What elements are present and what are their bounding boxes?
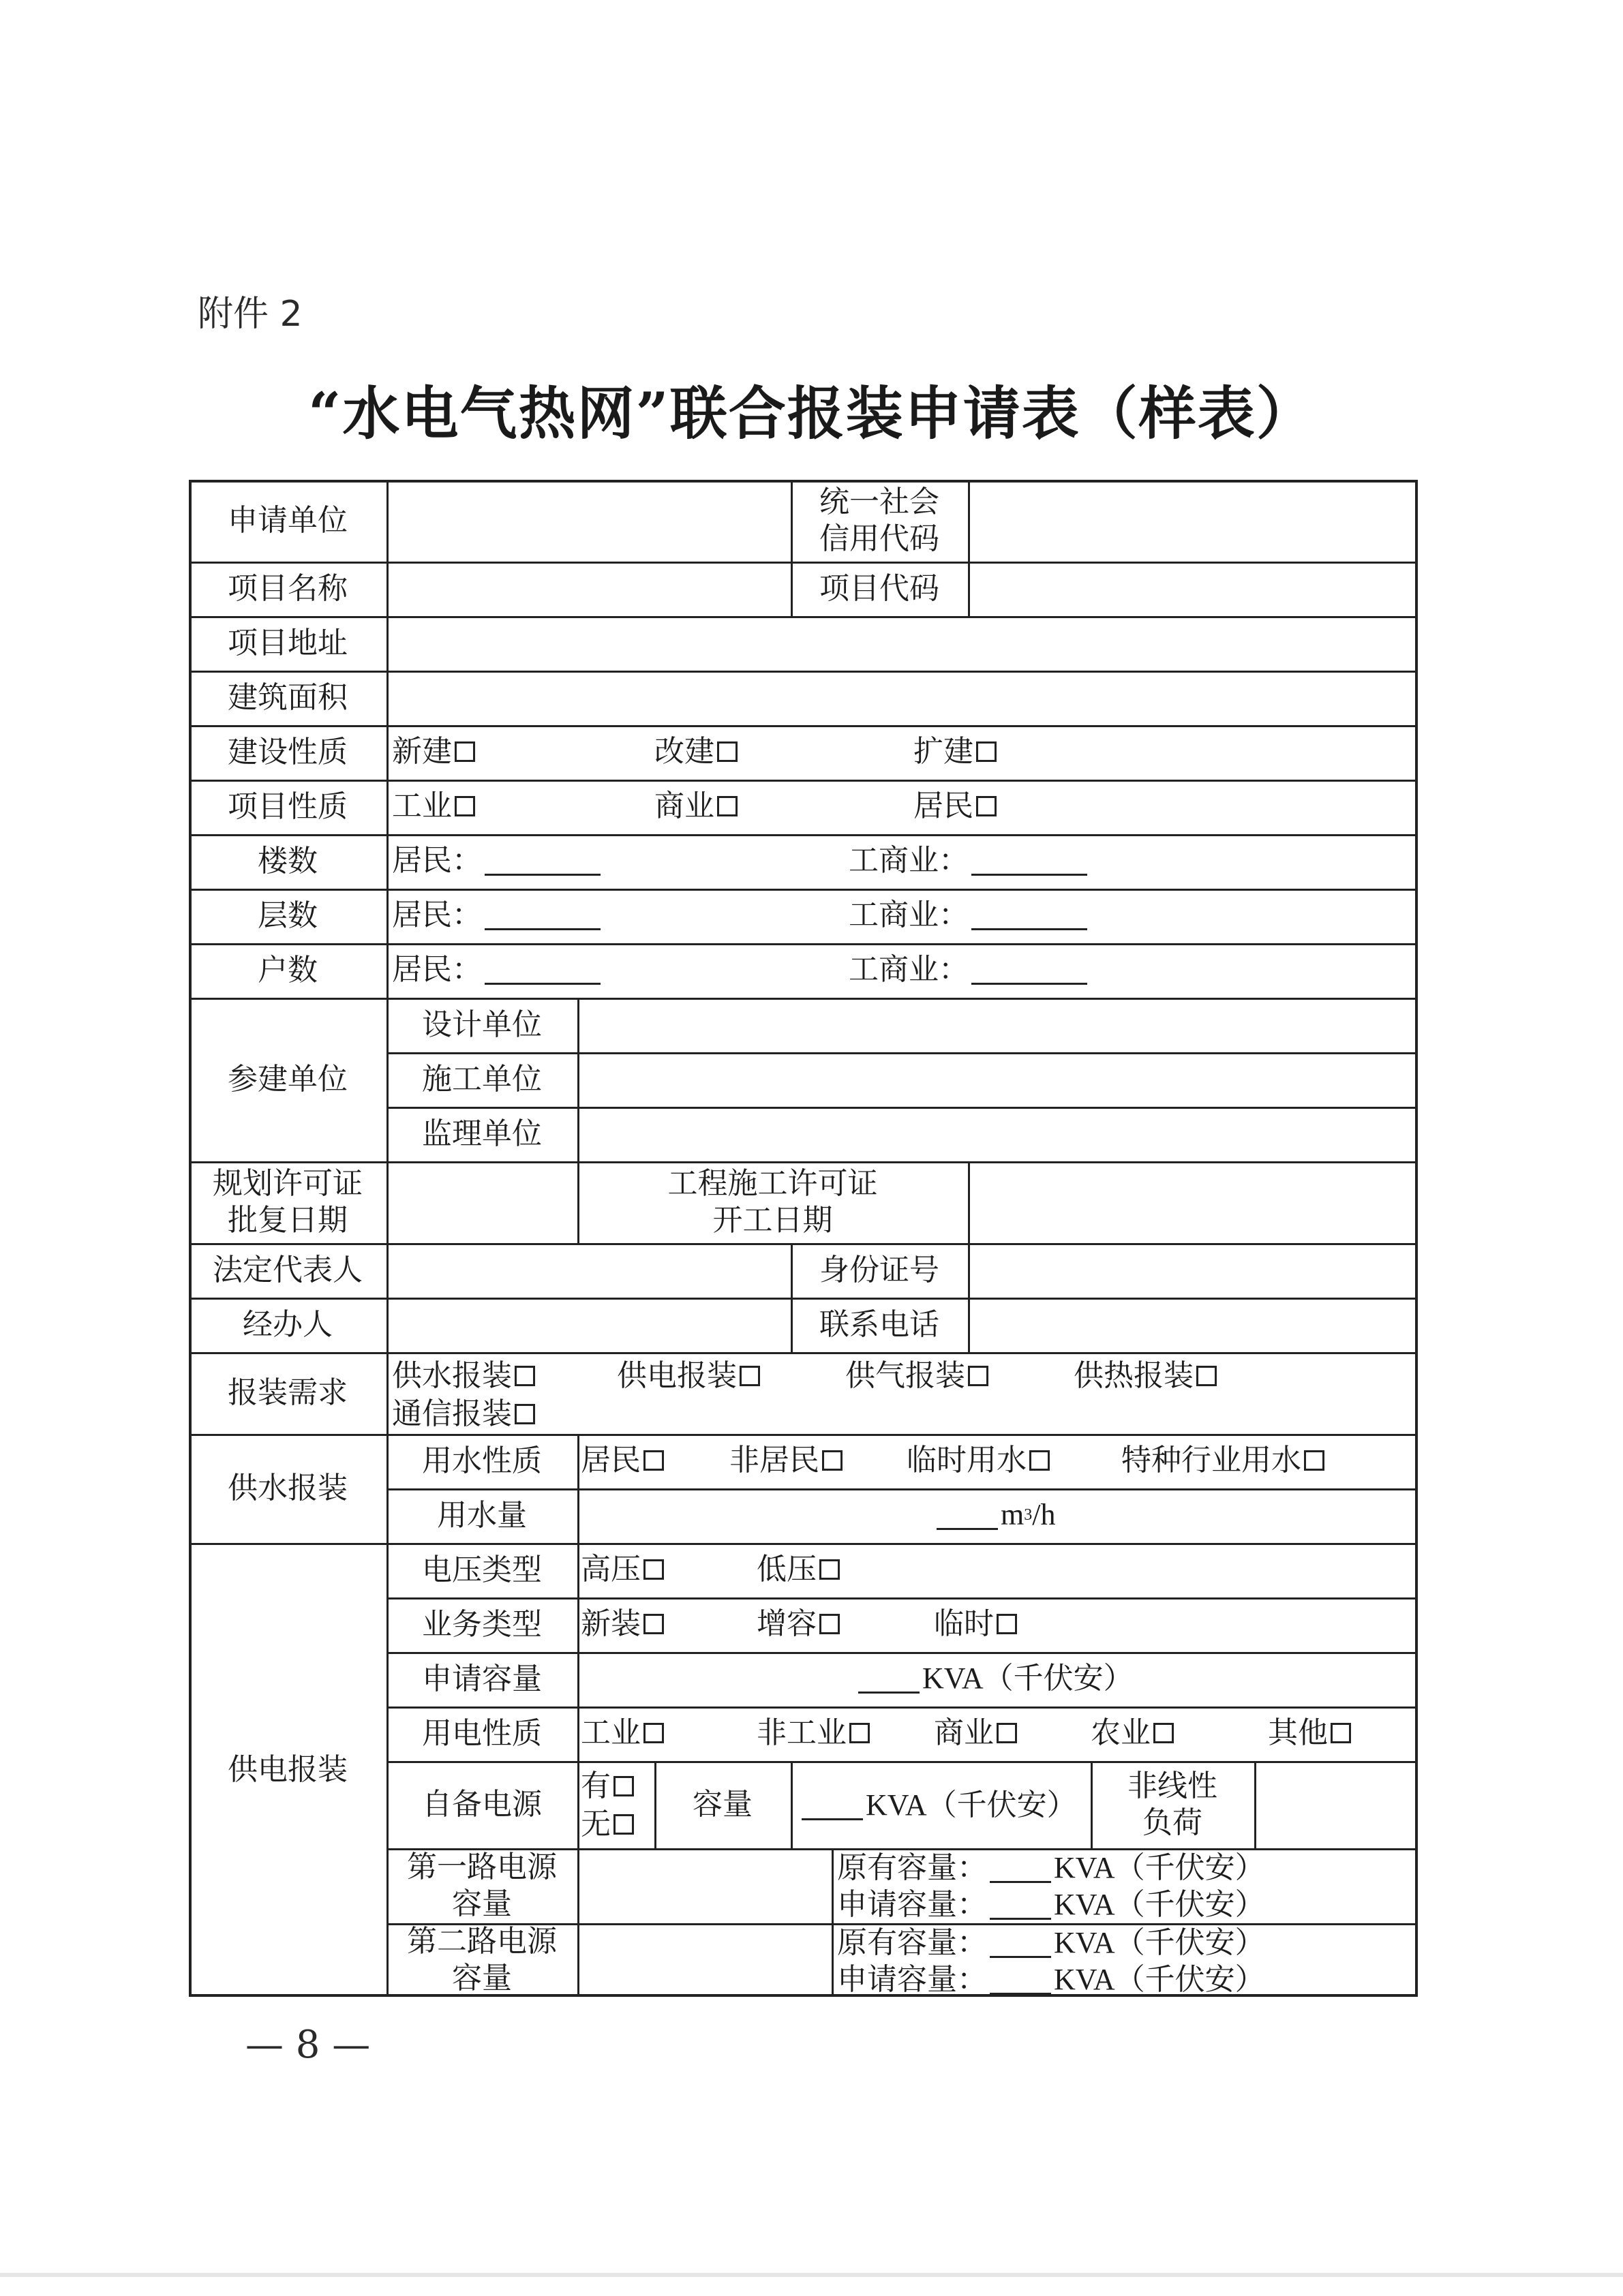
line2-original-capacity[interactable]: 原有容量： KVA（千伏安） (837, 1925, 1265, 1960)
label-planning-permit: 规划许可证 批复日期 (213, 1166, 363, 1238)
checkbox-power-commerce[interactable]: 商业 (934, 1715, 1017, 1751)
checkbox-self-power-no[interactable]: 无 (581, 1806, 634, 1843)
apply-capacity-field[interactable]: KVA（千伏安） (855, 1660, 1134, 1697)
supervision-unit-field[interactable] (577, 1107, 1418, 1161)
checkbox-rebuild[interactable]: 改建 (654, 733, 738, 770)
credit-code-field[interactable] (968, 480, 1418, 562)
checkbox-power-agriculture[interactable]: 农业 (1091, 1715, 1174, 1751)
checkbox-icon (822, 1450, 843, 1471)
label-design-unit: 设计单位 (422, 1007, 542, 1042)
line1-requested-capacity[interactable]: 申请容量： KVA（千伏安） (837, 1887, 1265, 1922)
checkbox-icon (997, 1723, 1017, 1743)
label-id-number: 身份证号 (819, 1253, 939, 1287)
line1-original-capacity[interactable]: 原有容量： KVA（千伏安） (837, 1850, 1265, 1885)
checkbox-water-demand[interactable]: 供水报装 (392, 1358, 535, 1394)
label-applicant: 申请单位 (228, 503, 348, 538)
checkbox-water-special[interactable]: 特种行业用水 (1121, 1442, 1324, 1479)
households-commercial[interactable]: 工商业： (849, 951, 1090, 988)
label-self-power: 自备电源 (422, 1787, 542, 1822)
label-handler: 经办人 (243, 1307, 333, 1342)
checkbox-gas-demand[interactable]: 供气报装 (845, 1358, 988, 1394)
label-supervision-unit: 监理单位 (422, 1116, 542, 1151)
label-project-nature: 项目性质 (228, 789, 348, 824)
label-legal-rep: 法定代表人 (213, 1253, 363, 1287)
design-unit-field[interactable] (577, 998, 1418, 1052)
checkbox-icon (643, 1450, 664, 1471)
form-title: “水电气热网”联合报装申请表（样表） (308, 380, 1315, 447)
label-nonlinear-load: 非线性 负荷 (1127, 1769, 1217, 1840)
attachment-label: 附件 2 (198, 294, 303, 335)
households-resident[interactable]: 居民： (392, 951, 603, 988)
checkbox-power-other[interactable]: 其他 (1268, 1715, 1351, 1751)
checkbox-power-nonindustry[interactable]: 非工业 (757, 1715, 870, 1751)
checkbox-icon (613, 1814, 634, 1835)
checkbox-icon (997, 1614, 1017, 1634)
checkbox-icon (515, 1366, 535, 1386)
buildings-resident[interactable]: 居民： (392, 842, 603, 879)
checkbox-icon (717, 741, 738, 762)
handler-field[interactable] (386, 1298, 791, 1352)
label-demand: 报装需求 (228, 1375, 348, 1410)
checkbox-industry[interactable]: 工业 (392, 788, 475, 825)
checkbox-resident[interactable]: 居民 (913, 788, 997, 825)
checkbox-temporary-power[interactable]: 临时 (934, 1606, 1017, 1642)
label-building-area: 建筑面积 (228, 680, 348, 715)
checkbox-icon (976, 741, 997, 762)
construction-permit-field[interactable] (968, 1161, 1418, 1243)
label-water-nature: 用水性质 (422, 1443, 542, 1478)
label-water-supply: 供水报装 (228, 1471, 348, 1505)
checkbox-new-build[interactable]: 新建 (392, 733, 475, 770)
floors-commercial[interactable]: 工商业： (849, 897, 1090, 934)
label-capacity: 容量 (693, 1787, 753, 1822)
checkbox-icon (613, 1776, 634, 1796)
building-area-field[interactable] (386, 671, 1418, 725)
label-line1-capacity: 第一路电源 容量 (407, 1850, 557, 1921)
label-households: 户数 (258, 953, 318, 988)
checkbox-high-voltage[interactable]: 高压 (581, 1551, 664, 1588)
line2-requested-capacity[interactable]: 申请容量： KVA（千伏安） (837, 1962, 1265, 1997)
label-participants: 参建单位 (228, 1062, 348, 1097)
checkbox-icon (515, 1404, 535, 1424)
checkbox-telecom-demand[interactable]: 通信报装 (392, 1396, 535, 1433)
checkbox-icon (976, 796, 997, 816)
label-project-name: 项目名称 (228, 571, 348, 606)
label-line2-capacity: 第二路电源 容量 (407, 1924, 557, 1995)
checkbox-icon (819, 1614, 840, 1634)
buildings-commercial[interactable]: 工商业： (849, 842, 1090, 879)
checkbox-water-nonresident[interactable]: 非居民 (729, 1442, 843, 1479)
checkbox-water-resident[interactable]: 居民 (581, 1442, 664, 1479)
construction-unit-field[interactable] (577, 1052, 1418, 1107)
checkbox-icon (717, 796, 738, 816)
checkbox-commerce[interactable]: 商业 (654, 788, 738, 825)
label-construction-unit: 施工单位 (422, 1062, 542, 1097)
page-number: — 8 — (245, 2023, 371, 2067)
checkbox-self-power-yes[interactable]: 有 (581, 1768, 634, 1805)
planning-permit-field[interactable] (386, 1161, 577, 1243)
checkbox-icon (643, 1614, 664, 1634)
self-capacity-field[interactable]: KVA（千伏安） (799, 1787, 1077, 1824)
label-power-nature: 用电性质 (422, 1716, 542, 1751)
label-power-supply: 供电报装 (228, 1752, 348, 1787)
checkbox-icon (455, 796, 475, 816)
checkbox-icon (819, 1559, 840, 1580)
label-project-address: 项目地址 (228, 626, 348, 660)
checkbox-new-install[interactable]: 新装 (581, 1606, 664, 1642)
nonlinear-load-field[interactable] (1254, 1761, 1418, 1848)
checkbox-icon (849, 1723, 870, 1743)
checkbox-icon (455, 741, 475, 762)
checkbox-heat-demand[interactable]: 供热报装 (1074, 1358, 1217, 1394)
label-construction-permit: 工程施工许可证 开工日期 (667, 1166, 878, 1238)
checkbox-icon (1196, 1366, 1217, 1386)
label-credit-code: 统一社会 信用代码 (819, 485, 939, 556)
checkbox-icon (968, 1366, 988, 1386)
label-apply-capacity: 申请容量 (422, 1662, 542, 1696)
label-floors: 层数 (258, 898, 318, 933)
label-phone: 联系电话 (819, 1307, 939, 1342)
checkbox-icon (740, 1366, 760, 1386)
label-voltage-type: 电压类型 (422, 1552, 542, 1587)
checkbox-low-voltage[interactable]: 低压 (757, 1551, 840, 1588)
label-project-code: 项目代码 (819, 571, 939, 606)
label-construction-nature: 建设性质 (228, 735, 348, 769)
checkbox-icon (643, 1723, 664, 1743)
label-business-type: 业务类型 (422, 1607, 542, 1642)
water-amount-field[interactable]: m 3 /h (934, 1497, 1055, 1533)
phone-field[interactable] (968, 1298, 1418, 1352)
id-number-field[interactable] (968, 1243, 1418, 1298)
checkbox-icon (1029, 1450, 1050, 1471)
checkbox-icon (1331, 1723, 1351, 1743)
line2-field[interactable] (577, 1923, 832, 1997)
checkbox-icon (1304, 1450, 1324, 1471)
checkbox-icon (643, 1559, 664, 1580)
line1-field[interactable] (577, 1848, 832, 1923)
label-water-amount: 用水量 (437, 1498, 527, 1533)
project-address-field[interactable] (386, 616, 1418, 671)
label-buildings: 楼数 (258, 844, 318, 878)
scan-edge (0, 2273, 1623, 2277)
checkbox-water-temporary[interactable]: 临时用水 (907, 1442, 1050, 1479)
checkbox-capacity-increase[interactable]: 增容 (757, 1606, 840, 1642)
project-code-field[interactable] (968, 562, 1418, 616)
applicant-field[interactable] (386, 480, 791, 562)
floors-resident[interactable]: 居民： (392, 897, 603, 934)
checkbox-icon (1153, 1723, 1174, 1743)
legal-rep-field[interactable] (386, 1243, 791, 1298)
checkbox-power-demand[interactable]: 供电报装 (617, 1358, 760, 1394)
checkbox-power-industry[interactable]: 工业 (581, 1715, 664, 1751)
project-name-field[interactable] (386, 562, 791, 616)
checkbox-expand[interactable]: 扩建 (913, 733, 997, 770)
